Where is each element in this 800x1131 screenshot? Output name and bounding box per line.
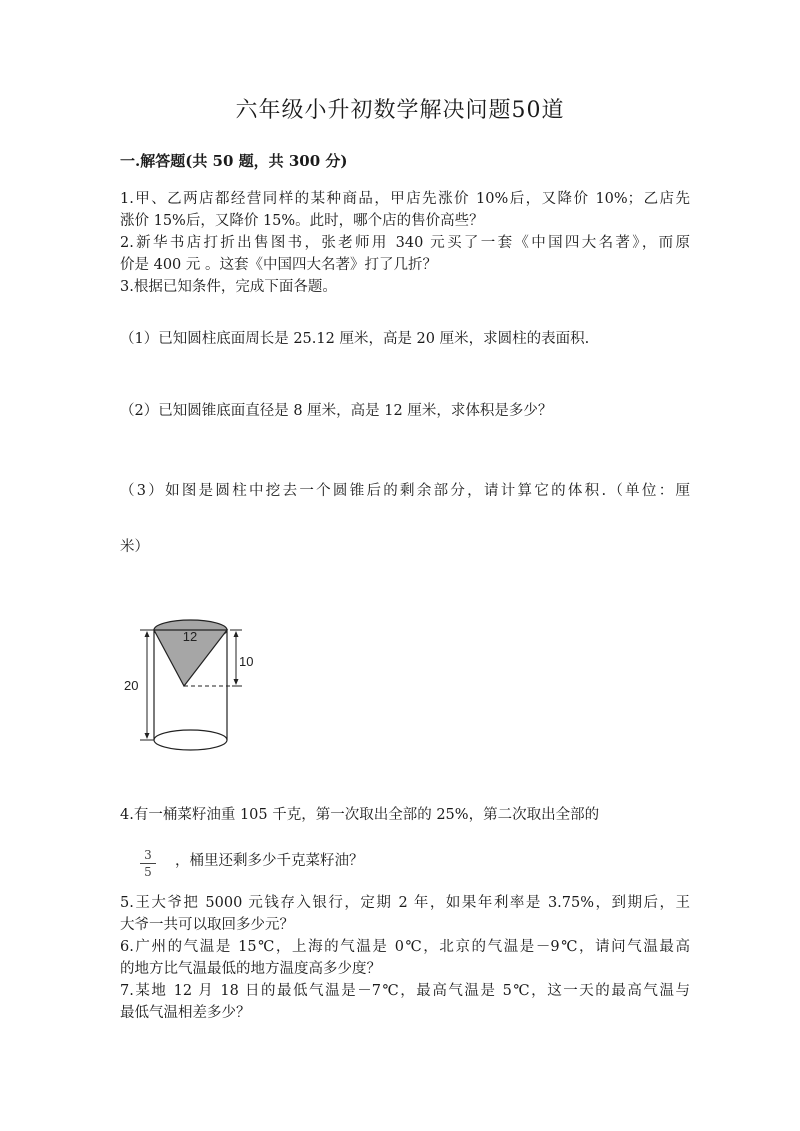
question-5-line-2: 大爷一共可以取回多少元？ (120, 917, 294, 933)
cylinder-height-label: 20 (124, 678, 139, 693)
question-1-line-2: 涨价 15%后，又降价 15%。此时，哪个店的售价高些？ (120, 213, 484, 229)
cyl-height-arrowhead-top (145, 631, 150, 637)
question-7-line-1: 7.某地 12 月 18 日的最低气温是－7℃，最高气温是 5℃，这一天的最高气温与 (120, 983, 690, 999)
fraction (140, 848, 156, 879)
question-2-line-1: 2.新华书店打折出售图书，张老师用 340 元买了一套《中国四大名著》，而原 (120, 235, 690, 251)
cone-height-label: 10 (239, 654, 254, 669)
question-6-line-2: 的地方比气温最低的地方温度高多少度？ (120, 961, 381, 977)
question-5-line-1: 5.王大爷把 5000 元钱存入银行，定期 2 年，如果年利率是 3.75%，到期后，王 (120, 895, 690, 911)
question-3-sub-3-line-1: （3）如图是圆柱中挖去一个圆锥后的剩余部分，请计算它的体积.（单位：厘 (120, 483, 690, 499)
question-4-line-1: 4.有一桶菜籽油重 105 千克，第一次取出全部的 25%，第二次取出全部的 (120, 807, 600, 823)
fraction-numerator: 3 (144, 848, 152, 862)
cylinder-cone-figure (118, 618, 268, 758)
diameter-label: 12 (182, 629, 198, 644)
cone-height-arrowhead-top (234, 631, 239, 637)
cone-height-arrowhead-bottom (234, 679, 239, 685)
question-1-line-1: 1.甲、乙两店都经营同样的某种商品，甲店先涨价 10%后，又降价 10%；乙店先 (120, 191, 690, 207)
question-3-sub-1: （1）已知圆柱底面周长是 25.12 厘米，高是 20 厘米，求圆柱的表面积. (120, 331, 590, 347)
question-7-line-2: 最低气温相差多少？ (120, 1005, 251, 1021)
question-6-line-1: 6.广州的气温是 15℃，上海的气温是 0℃，北京的气温是－9℃，请问气温最高 (120, 939, 690, 955)
cyl-height-arrowhead-bottom (145, 733, 150, 739)
page-title: 六年级小升初数学解决问题50道 (235, 98, 565, 123)
fraction-bar (140, 863, 156, 864)
question-3-sub-3-line-2: 米） (120, 539, 149, 555)
question-3-intro: 3.根据已知条件，完成下面各题。 (120, 279, 337, 295)
cylinder-bottom-ellipse (154, 730, 227, 750)
question-4-line-2: ，桶里还剩多少千克菜籽油？ (175, 853, 364, 869)
section-heading: 一.解答题(共 50 题，共 300 分) (120, 152, 348, 170)
question-3-sub-2: （2）已知圆锥底面直径是 8 厘米，高是 12 厘米，求体积是多少？ (120, 403, 553, 419)
question-2-line-2: 价是 400 元 。这套《中国四大名著》打了几折？ (120, 257, 438, 273)
fraction-denominator: 5 (144, 865, 152, 879)
